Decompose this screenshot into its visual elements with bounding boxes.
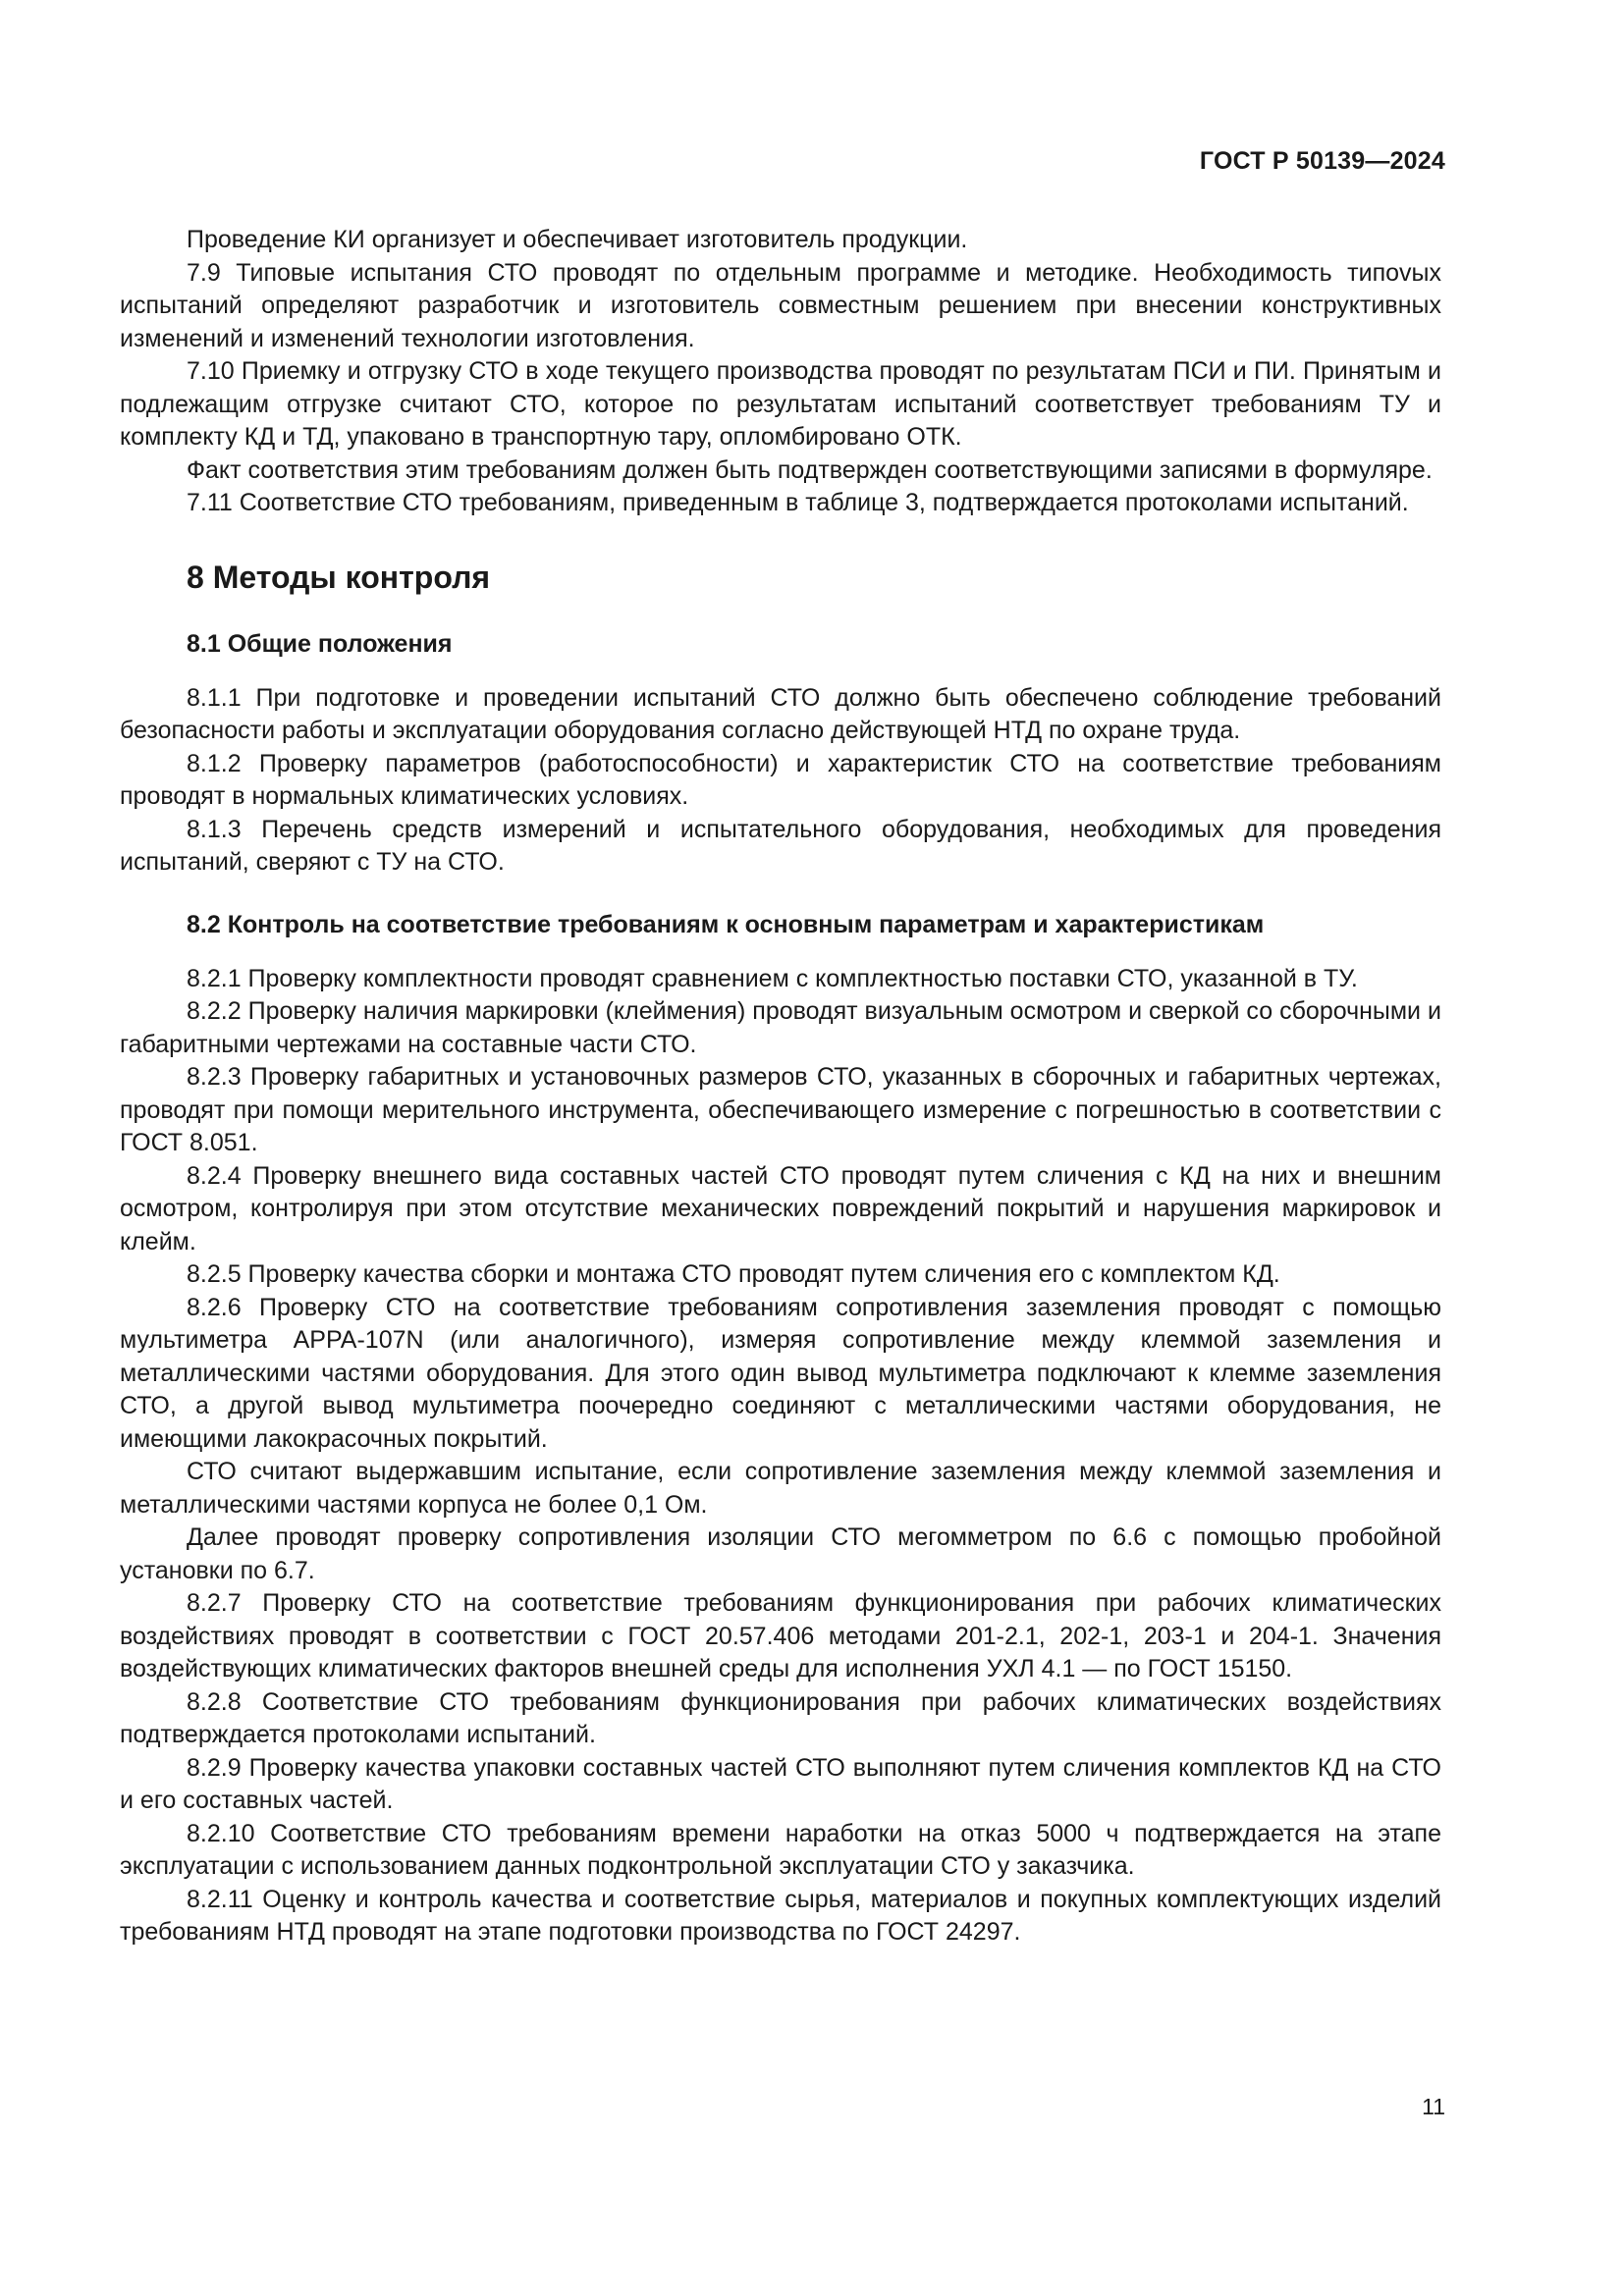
paragraph-8-2-4: 8.2.4 Проверку внешнего вида составных частей СТО проводят путем сличения с КД на них и внешним осмотром, контролируя при этом отсутствие механических повреждений покрытий и нарушения маркировок и клейм. — [120, 1161, 1441, 1255]
paragraph-8-1-3: 8.1.3 Перечень средств измерений и испытательного оборудования, необходимых для проведения испытаний, сверяют с ТУ на СТО. — [120, 815, 1441, 876]
paragraph-8-2-3: 8.2.3 Проверку габаритных и установочных размеров СТО, указанных в сборочных и габаритных чертежах, проводят при помощи мерительного инструмента, обеспечивающего измерение с погрешностью в соответствии с ГОСТ 8.051. — [120, 1063, 1441, 1156]
paragraph-8-2-7: 8.2.7 Проверку СТО на соответствие требованиям функционирования при рабочих климатических воздействиях проводят в соответствии с ГОСТ 20.57.406 методами 201-2.1, 202-1, 203-1 и 204-1. Значения воздействующих климатических факторов внешней среды для исполнения УХЛ 4.1 — по ГОСТ 15150. — [120, 1589, 1441, 1682]
paragraph-8-2-5: 8.2.5 Проверку качества сборки и монтажа СТО проводят путем сличения его с комплектом КД. — [187, 1260, 1280, 1288]
paragraph-8-2-6: 8.2.6 Проверку СТО на соответствие требованиям сопротивления заземления проводят с помощью мультиметра APPA-107N (или аналогичного), измеряя сопротивление между клеммой заземления и металлическими частями оборудования. Для этого один вывод мультиметра подключают к клемме заземления СТО, а другой вывод мультиметра поочередно соединяют с металлическими частями оборудования, не имеющими лакокрасочных покрытий. — [120, 1293, 1441, 1453]
paragraph-intro: Проведение КИ организует и обеспечивает изготовитель продукции. — [187, 226, 968, 253]
paragraph-8-1-2: 8.1.2 Проверку параметров (работоспособности) и характеристик СТО на соответствие требованиям проводят в нормальных климатических условиях. — [120, 749, 1441, 810]
paragraph-8-2-10: 8.2.10 Соответствие СТО требованиям времени наработки на отказ 5000 ч подтверждается на этапе эксплуатации с использованием данных подконтрольной эксплуатации СТО у заказчика. — [120, 1819, 1441, 1880]
paragraph-8-2-8: 8.2.8 Соответствие СТО требованиям функционирования при рабочих климатических воздействиях подтверждается протоколами испытаний. — [120, 1687, 1441, 1748]
paragraph-8-2-2: 8.2.2 Проверку наличия маркировки (клеймения) проводят визуальным осмотром и сверкой со сборочными и габаритными чертежами на составные части СТО. — [120, 997, 1441, 1058]
paragraph-8-2-1: 8.2.1 Проверку комплектности проводят сравнением с комплектностью поставки СТО, указанной в ТУ. — [187, 964, 1358, 992]
paragraph-8-1-1: 8.1.1 При подготовке и проведении испытаний СТО должно быть обеспечено соблюдение требований безопасности работы и эксплуатации оборудования согласно действующей НТД по охране труда. — [120, 683, 1441, 744]
paragraph-8-2-6-insulation: Далее проводят проверку сопротивления изоляции СТО мегомметром по 6.6 с помощью пробойной установки по 6.7. — [120, 1523, 1441, 1584]
subsection-8-2-heading: 8.2 Контроль на соответствие требованиям к основным параметрам и характеристикам — [187, 910, 1265, 938]
paragraph-8-2-6-result: СТО считают выдержавшим испытание, если сопротивление заземления между клеммой заземления и металлическими частями корпуса не более 0,1 Ом. — [120, 1458, 1441, 1519]
subsection-8-1-heading: 8.1 Общие положения — [187, 629, 453, 658]
page-content — [120, 224, 1441, 1949]
paragraph-8-2-11: 8.2.11 Оценку и контроль качества и соответствие сырья, материалов и покупных комплектующих изделий требованиям НТД проводят на этапе подготовки производства по ГОСТ 24297. — [120, 1885, 1441, 1946]
document-code-header: ГОСТ Р 50139—2024 — [1199, 147, 1445, 175]
paragraph-8-2-9: 8.2.9 Проверку качества упаковки составных частей СТО выполняют путем сличения комплектов КД на СТО и его составных частей. — [120, 1753, 1441, 1814]
page-number: 11 — [1422, 2094, 1445, 2119]
paragraph-7-10: 7.10 Приемку и отгрузку СТО в ходе текущего производства проводят по результатам ПСИ и ПИ. Принятым и подлежащим отгрузке считают СТО, которое по результатам испытаний соответствует требованиям ТУ и комплекту КД и ТД, упаковано в транспортную тару, опломбировано ОТК. — [120, 357, 1441, 451]
paragraph-7-11: 7.11 Соответствие СТО требованиям, приведенным в таблице 3, подтверждается протоколами испытаний. — [187, 489, 1409, 516]
section-8-heading: 8 Методы контроля — [187, 559, 491, 595]
paragraph-7-10-fact: Факт соответствия этим требованиям должен быть подтвержден соответствующими записями в формуляре. — [187, 455, 1433, 484]
paragraph-7-9: 7.9 Типовые испытания СТО проводят по отдельным программе и методике. Необходимость типоvых испытаний определяют разработчик и изготовитель совместным решением при внесении конструктивных изменений и изменений технологии изготовления. — [120, 258, 1441, 352]
